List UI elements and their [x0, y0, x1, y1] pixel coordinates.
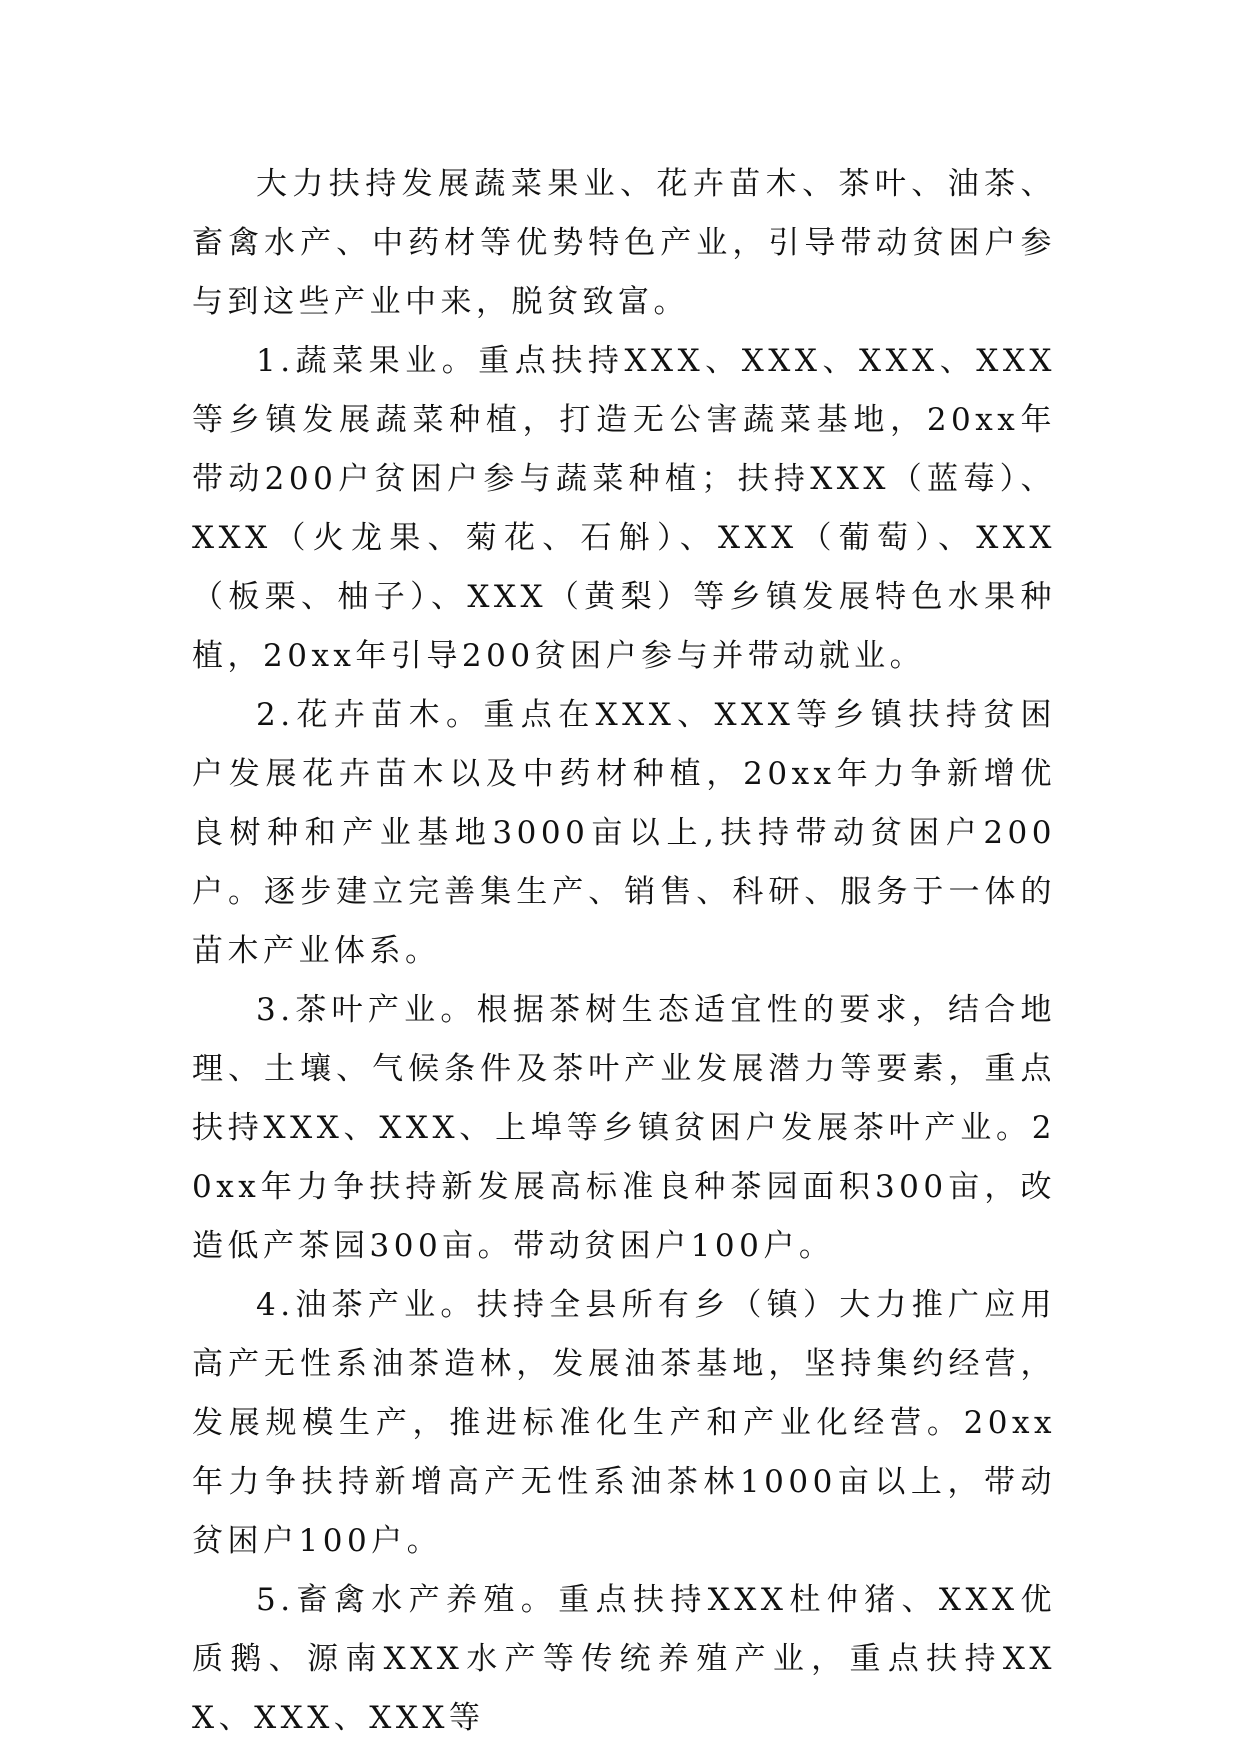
paragraph-camellia-oil: 4.油茶产业。扶持全县所有乡（镇）大力推广应用高产无性系油茶造林，发展油茶基地，坚持集约经营，发展规模生产，推进标准化生产和产业化经营。20xx年力争扶持新增高产无性系油茶林1000亩以上，带动贫困户100户。: [192, 1287, 1056, 1559]
paragraph-vegetables-fruits: 1.蔬菜果业。重点扶持XXX、XXX、XXX、XXX等乡镇发展蔬菜种植，打造无公害蔬菜基地，20xx年带动200户贫困户参与蔬菜种植；扶持XXX（蓝莓）、XXX（火龙果、菊花、石斛）、XXX（葡萄）、XXX（板栗、柚子）、XXX（黄梨）等乡镇发展特色水果种植，20xx年引导200贫困户参与并带动就业。: [192, 343, 1056, 674]
paragraph-intro: 大力扶持发展蔬菜果业、花卉苗木、茶叶、油茶、畜禽水产、中药材等优势特色产业，引导带动贫困户参与到这些产业中来，脱贫致富。: [192, 166, 1056, 320]
document-body: [192, 155, 1056, 1748]
paragraph-livestock-aquaculture: 5.畜禽水产养殖。重点扶持XXX杜仲猪、XXX优质鹅、源南XXX水产等传统养殖产业，重点扶持XXX、XXX、XXX等: [192, 1582, 1056, 1736]
paragraph-flowers-seedlings: 2.花卉苗木。重点在XXX、XXX等乡镇扶持贫困户发展花卉苗木以及中药材种植，20xx年力争新增优良树种和产业基地3000亩以上,扶持带动贫困户200户。逐步建立完善集生产、销售、科研、服务于一体的苗木产业体系。: [192, 697, 1056, 969]
paragraph-tea-industry: 3.茶叶产业。根据茶树生态适宜性的要求，结合地理、土壤、气候条件及茶叶产业发展潜力等要素，重点扶持XXX、XXX、上埠等乡镇贫困户发展茶叶产业。20xx年力争扶持新发展高标准良种茶园面积300亩，改造低产茶园300亩。带动贫困户100户。: [192, 992, 1056, 1264]
